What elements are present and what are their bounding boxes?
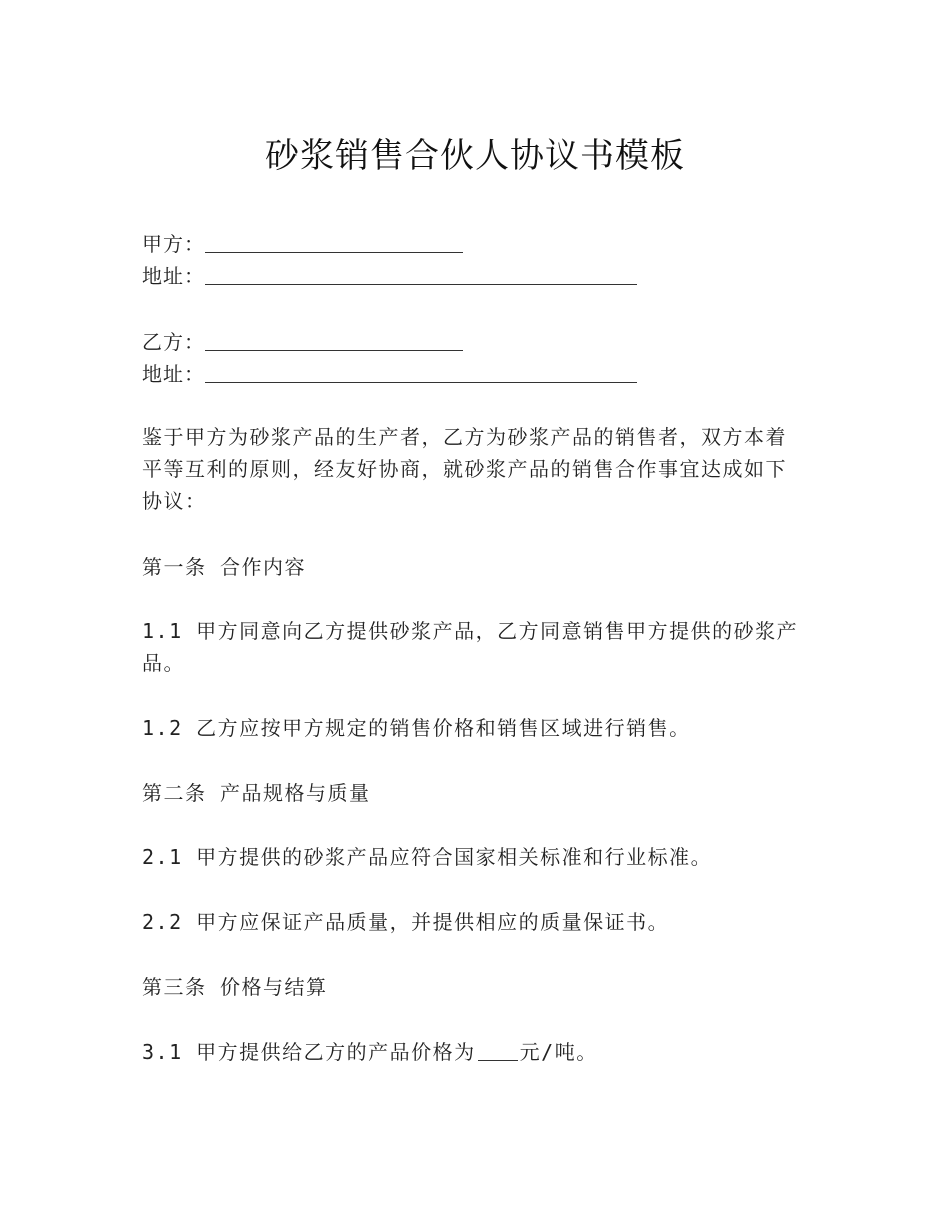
clause-3-1-suffix: 元/吨。 bbox=[519, 1040, 598, 1064]
article3-heading: 第三条 价格与结算 bbox=[142, 975, 328, 999]
party-a-address-label: 地址： bbox=[142, 264, 205, 288]
party-b-address-label: 地址： bbox=[142, 362, 205, 386]
party-b-row bbox=[142, 328, 463, 356]
party-b-address-row bbox=[142, 360, 637, 388]
party-a-blank[interactable] bbox=[205, 232, 463, 253]
article1-heading: 第一条 合作内容 bbox=[142, 555, 307, 579]
preamble-paragraph: 鉴于甲方为砂浆产品的生产者，乙方为砂浆产品的销售者，双方本着平等互利的原则，经友好协商，就砂浆产品的销售合作事宜达成如下协议： bbox=[142, 425, 787, 513]
party-a-label: 甲方： bbox=[142, 232, 205, 256]
party-b-address-blank[interactable] bbox=[205, 362, 637, 383]
clause-2-2: 2.2 甲方应保证产品质量，并提供相应的质量保证书。 bbox=[142, 910, 670, 934]
party-a-address-blank[interactable] bbox=[205, 264, 637, 285]
party-b-label: 乙方： bbox=[142, 330, 205, 354]
clause-3-1 bbox=[142, 1036, 802, 1068]
clause-3-1-prefix: 3.1 甲方提供给乙方的产品价格为 bbox=[142, 1040, 476, 1064]
party-b-blank[interactable] bbox=[205, 330, 463, 351]
party-a-row bbox=[142, 230, 463, 258]
article2-heading: 第二条 产品规格与质量 bbox=[142, 781, 371, 805]
party-a-address-row bbox=[142, 262, 637, 290]
price-blank[interactable] bbox=[478, 1040, 518, 1061]
clause-1-1: 1.1 甲方同意向乙方提供砂浆产品，乙方同意销售甲方提供的砂浆产品。 bbox=[142, 619, 799, 675]
clause-1-2: 1.2 乙方应按甲方规定的销售价格和销售区域进行销售。 bbox=[142, 716, 691, 740]
document-title: 砂浆销售合伙人协议书模板 bbox=[265, 136, 685, 176]
clause-2-1: 2.1 甲方提供的砂浆产品应符合国家相关标准和行业标准。 bbox=[142, 845, 713, 869]
